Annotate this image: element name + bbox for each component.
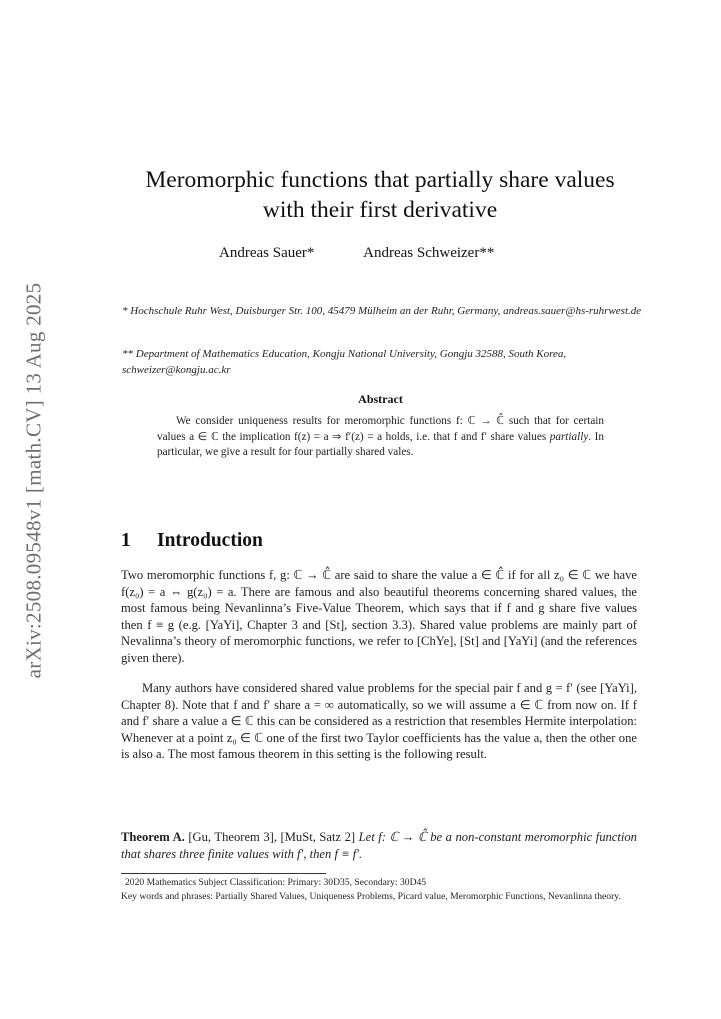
footnote-msc: 2020 Mathematics Subject Classification: Primary: 30D35, Secondary: 30D45 xyxy=(125,877,427,888)
abstract-text-2: . In particular, we give a result for four partially shared vales. xyxy=(157,430,604,459)
theorem-references: [Gu, Theorem 3], [MuSt, Satz 2] xyxy=(184,830,359,844)
abstract-body xyxy=(157,414,604,461)
intro-paragraph-1: Two meromorphic functions f, g: ℂ → ℂ̂ are said to share the value a ∈ ℂ̂ if for all z₀ ∈ ℂ we have f(z₀) = a ⇔ g(z₀) = a. There are famous and also beautiful theorems concerning shared values, the most famous being Nevanlinna’s Five-Value Theorem, which says that if f and g share five values then f ≡ g (e.g. [YaYi], Chapter 3 and [St], section 3.3). Shared value problems are mainly part of Nevalinna’s theory of meromorphic functions, we refer to [ChYe], [St] and [YaYi] (and the references given there). xyxy=(121,568,637,665)
arxiv-identifier: arXiv:2508.09548v1 [math.CV] 13 Aug 2025 xyxy=(21,282,46,678)
theorem-label: Theorem A. xyxy=(121,830,185,844)
section-title: Introduction xyxy=(157,530,263,551)
footnotes xyxy=(121,876,641,903)
title-line-2: with their first derivative xyxy=(262,197,498,223)
theorem-statement: Let f: ℂ → ℂ̂ be a non-constant meromorphic function that shares three finite values with f′, then f ≡ f′. xyxy=(121,830,637,861)
footnote-keywords: Key words and phrases: Partially Shared Values, Uniqueness Problems, Picard value, Meromorphic Functions, Nevanlinna theory. xyxy=(121,890,621,902)
intro-paragraph-2: Many authors have considered shared value problems for the special pair f and g = f′ (see [YaYi], Chapter 8). Note that f and f′ share a = ∞ automatically, so we will assume a ∈ ℂ from now on. If f and f′ share a value a ∈ ℂ this can be considered as a restriction that resembles Hermite interpolation: Whenever at a point z₀ ∈ ℂ one of the first two Taylor coefficients has the value a, then the other one is also a. The most famous theorem in this setting is the following result. xyxy=(121,681,637,762)
theorem-a xyxy=(121,829,637,862)
affiliation-2: ** Department of Mathematics Education, Kongju National University, Gongju 32588, South Korea, schweizer@kongju.ac.kr xyxy=(122,348,567,376)
author-2: Andreas Schweizer** xyxy=(363,245,495,261)
title-line-1: Meromorphic functions that partially share values xyxy=(145,167,615,193)
abstract-heading: Abstract xyxy=(358,392,403,406)
section-heading xyxy=(121,530,263,552)
affiliation-1: * Hochschule Ruhr West, Duisburger Str. 100, 45479 Mülheim an der Ruhr, Germany, andreas.sauer@hs-ruhrwest.de xyxy=(122,305,642,317)
paper-title xyxy=(100,165,660,225)
abstract-emphasis: partially xyxy=(549,430,589,443)
author-1: Andreas Sauer* xyxy=(219,245,315,261)
arxiv-side-stamp xyxy=(19,280,49,680)
author-list xyxy=(219,245,494,262)
abstract-text-1: We consider uniqueness results for meromorphic functions f: ℂ → ℂ̂ such that for certain values a ∈ ℂ the implication f(z) = a ⇒ f′(z) = a holds, i.e. that f and f′ share values xyxy=(157,415,604,443)
section-number: 1 xyxy=(121,530,131,551)
footnote-rule xyxy=(121,873,326,874)
